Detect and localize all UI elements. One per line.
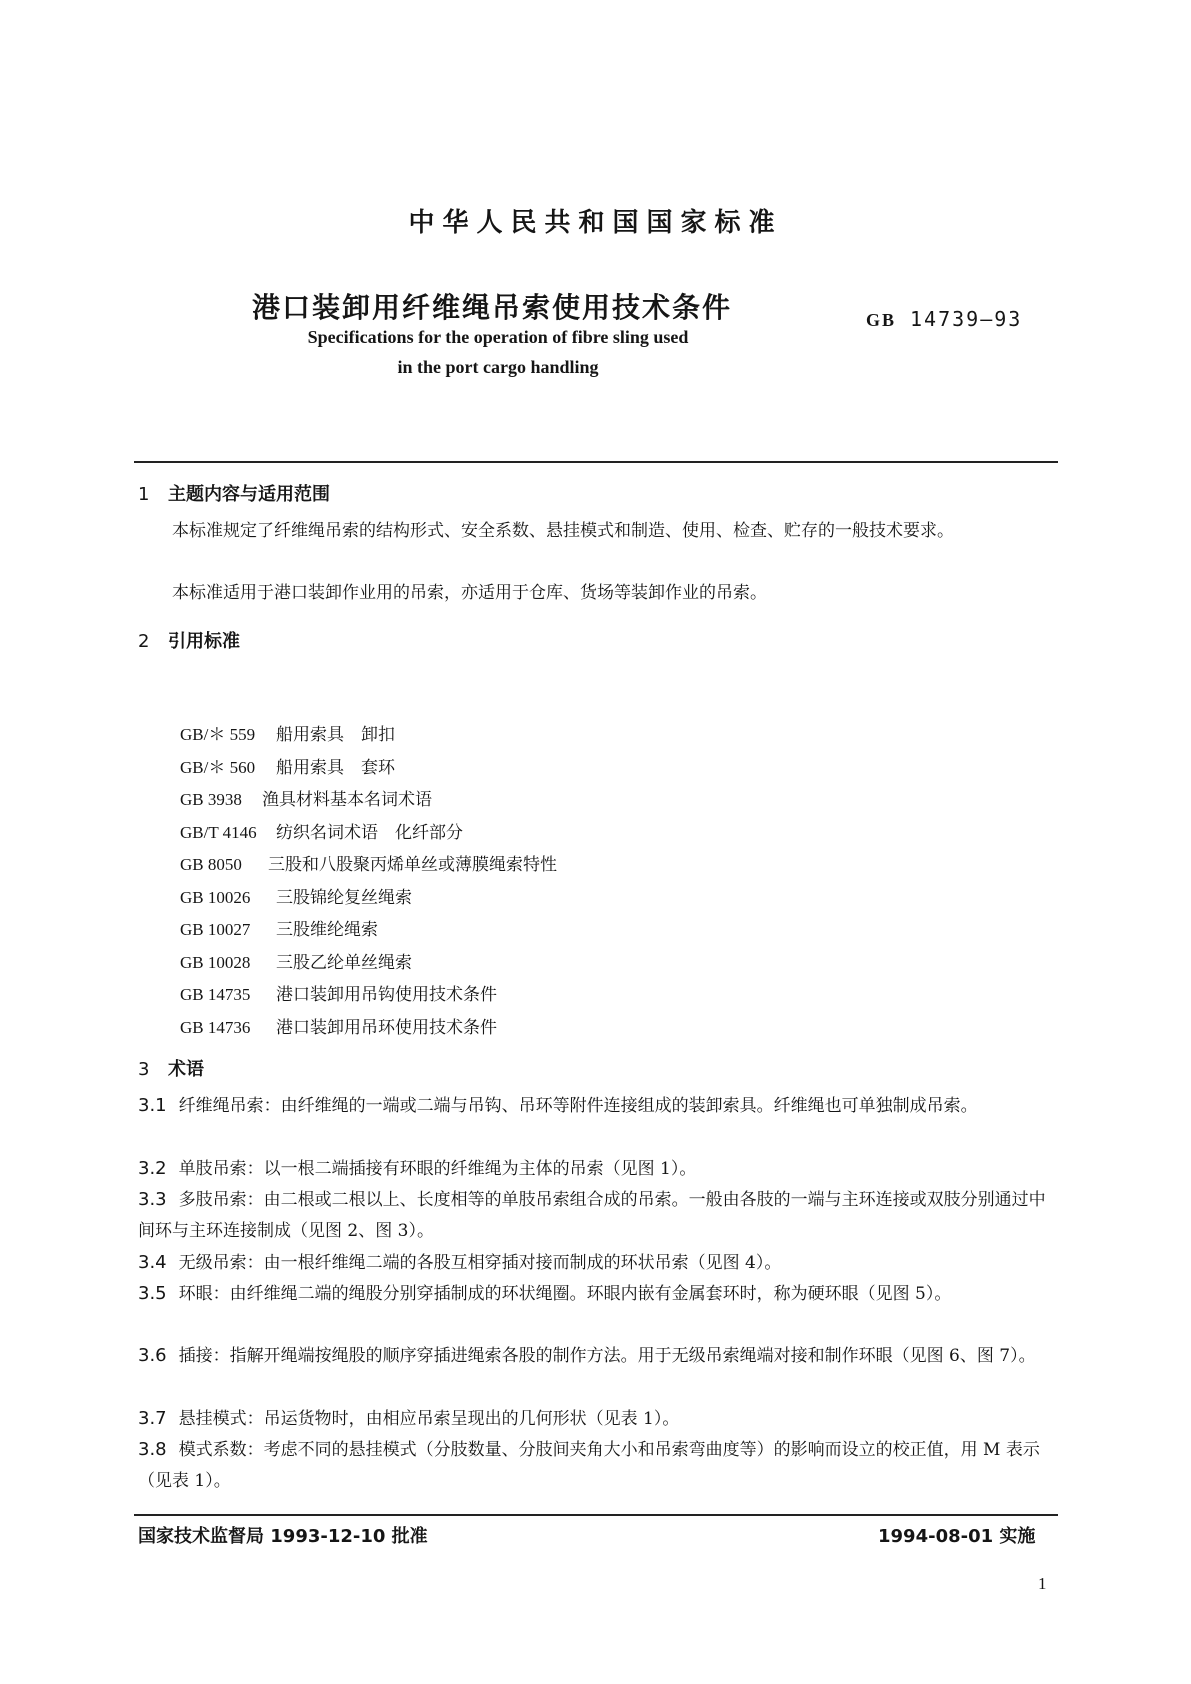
term-3-8 [138,1434,1058,1497]
reference-item [180,882,557,915]
term-3-6 [138,1340,1058,1372]
term-3-3 [138,1184,1058,1247]
reference-name: 渔具材料基本名词术语 [262,790,432,810]
term-number: 3.2 [138,1158,167,1179]
section-number: 2 [138,631,150,652]
reference-item [180,719,557,752]
issuer-approval: 国家技术监督局 1993-12-10 批准 [138,1526,428,1547]
term-text: 插接：指解开绳端按绳股的顺序穿插进绳索各股的制作方法。用于无级吊索绳端对接和制作环眼（见图 6、图 7）。 [178,1346,1036,1366]
header-divider [134,461,1058,463]
term-number: 3.4 [138,1252,167,1273]
reference-item [180,817,557,850]
reference-code: GB 8050 [180,855,242,874]
reference-item [180,849,557,882]
document-title-cn: 港口装卸用纤维绳吊索使用技术条件 [252,291,733,324]
section-1-heading [138,480,330,506]
section-title: 术语 [168,1059,204,1080]
term-3-5 [138,1278,1058,1310]
standard-code [866,307,1022,331]
term-3-1 [138,1090,1058,1122]
term-text: 单肢吊索：以一根二端插接有环眼的纤维绳为主体的吊索（见图 1）。 [178,1159,697,1179]
term-3-7 [138,1403,1058,1435]
term-number: 3.1 [138,1095,167,1116]
footer-divider [134,1514,1058,1516]
reference-item [180,979,557,1012]
reference-item [180,947,557,980]
reference-name: 三股锦纶复丝绳索 [276,887,412,908]
reference-item [180,784,557,817]
term-text: 多肢吊索：由二根或二根以上、长度相等的单肢吊索组合成的吊索。一般由各肢的一端与主环连接或双肢分别通过中间环与主环连接制成（见图 2、图 3）。 [138,1190,1046,1241]
reference-code: GB/＊ 560 [180,757,256,777]
term-number: 3.7 [138,1408,167,1429]
section-2-heading [138,627,240,653]
reference-item [180,752,557,785]
standard-prefix: GB [866,310,897,330]
national-standard-heading: 中华人民共和国国家标准 [408,208,783,238]
term-text: 无级吊索：由一根纤维绳二端的各股互相穿插对接而制成的环状吊索（见图 4）。 [178,1253,782,1273]
reference-name: 三股乙纶单丝绳索 [276,952,412,973]
reference-list [180,719,557,1044]
reference-name: 港口装卸用吊环使用技术条件 [276,1017,497,1038]
reference-name: 三股和八股聚丙烯单丝或薄膜绳索特性 [268,855,557,875]
reference-code: GB 10028 [180,952,251,972]
reference-code: GB/＊ 559 [180,725,256,744]
reference-name: 纺织名词术语 化纤部分 [276,822,463,843]
reference-code: GB 3938 [180,790,242,809]
reference-code: GB 10027 [180,920,251,939]
effective-date: 1994-08-01 实施 [878,1526,1036,1547]
reference-name: 船用索具 套环 [276,757,395,778]
section-title: 引用标准 [168,631,240,652]
term-3-2 [138,1153,1058,1185]
term-number: 3.3 [138,1189,167,1210]
reference-name: 港口装卸用吊钩使用技术条件 [276,985,497,1005]
section-title: 主题内容与适用范围 [168,484,330,505]
document-title-en-line1: Specifications for the operation of fibre sling used [307,327,689,347]
page-number: 1 [1038,1574,1047,1593]
reference-code: GB/T 4146 [180,822,257,842]
section-number: 3 [138,1059,150,1080]
term-text: 环眼：由纤维绳二端的绳股分别穿插制成的环状绳圈。环眼内嵌有金属套环时，称为硬环眼（见图 5）。 [178,1284,952,1304]
section-3-heading [138,1055,204,1081]
term-number: 3.8 [138,1439,167,1460]
reference-code: GB 10026 [180,887,251,907]
reference-item [180,1012,557,1045]
reference-name: 船用索具 卸扣 [276,725,395,745]
reference-code: GB 14735 [180,985,251,1004]
document-title-en-line2: in the port cargo handling [397,357,599,377]
reference-name: 三股维纶绳索 [276,920,378,940]
section-1-paragraph-1: 本标准规定了纤维绳吊索的结构形式、安全系数、悬挂模式和制造、使用、检查、贮存的一般技术要求。 [172,521,954,541]
term-number: 3.5 [138,1283,167,1304]
term-text: 悬挂模式：吊运货物时，由相应吊索呈现出的几何形状（见表 1）。 [178,1409,680,1429]
standard-number: 14739—93 [910,307,1023,331]
term-number: 3.6 [138,1345,167,1366]
term-text: 模式系数：考虑不同的悬挂模式（分肢数量、分肢间夹角大小和吊索弯曲度等）的影响而设立的校正值，用 M 表示（见表 1）。 [138,1440,1040,1491]
section-1-paragraph-2: 本标准适用于港口装卸作业用的吊索，亦适用于仓库、货场等装卸作业的吊索。 [172,583,767,603]
term-3-4 [138,1247,1058,1279]
reference-code: GB 14736 [180,1017,251,1037]
section-number: 1 [138,484,150,505]
reference-item [180,914,557,947]
term-text: 纤维绳吊索：由纤维绳的一端或二端与吊钩、吊环等附件连接组成的装卸索具。纤维绳也可单独制成吊索。 [178,1096,978,1116]
